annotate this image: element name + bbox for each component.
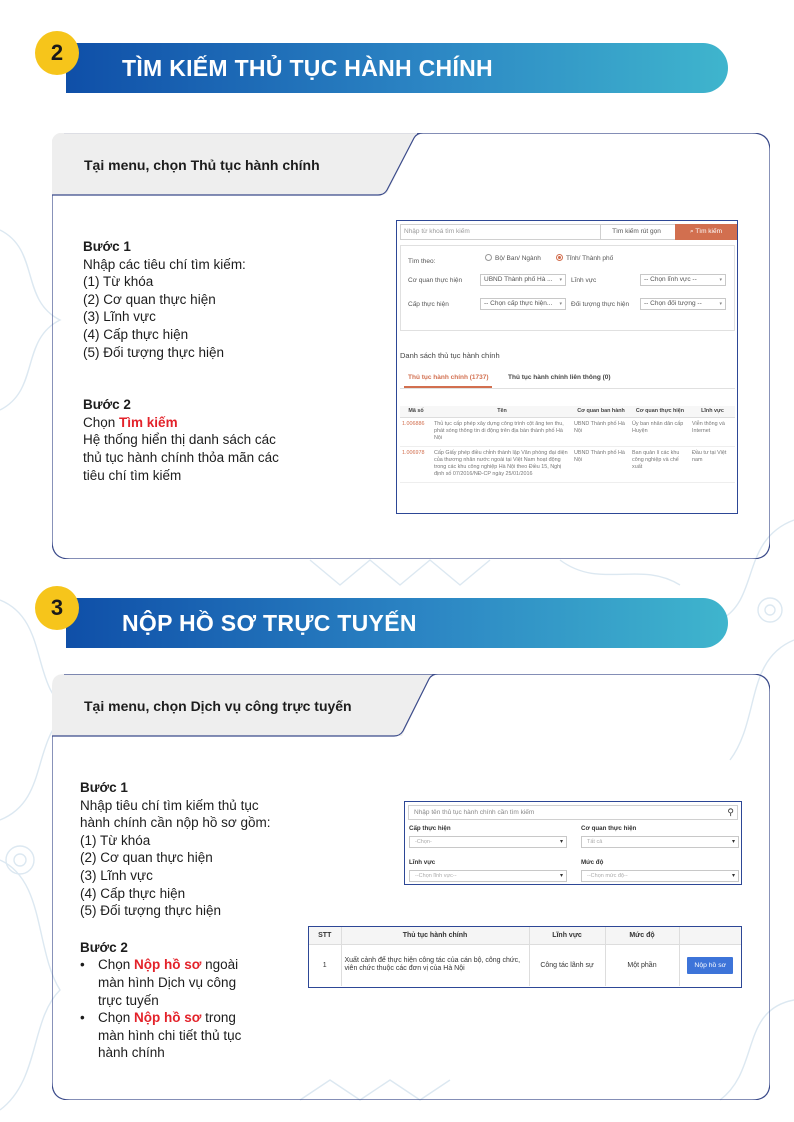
search-icon: ⌕ (689, 228, 696, 235)
chevron-down-icon: ▾ (731, 839, 735, 845)
steps-text (83, 238, 353, 484)
row-name[interactable]: Thủ tục cấp phép xây dựng công trình cột ăng ten thu, phát sóng thông tin di động trên địa bàn thành phố Hà Nội (432, 418, 572, 447)
choose-word: Chọn (98, 1010, 131, 1026)
table-header-row (400, 406, 735, 418)
keyword-input[interactable]: Nhập từ khoá tìm kiếm (404, 228, 470, 235)
criteria-keyword: (1) Từ khóa (80, 832, 151, 848)
quick-search-link[interactable]: Tìm kiếm rút gọn (600, 225, 672, 239)
search-screenshot (396, 220, 738, 514)
bullet-text: hành chính (98, 1045, 165, 1061)
row-procedure-name[interactable]: Xuất cảnh để thực hiện công tác của cán bộ, công chức, viên chức thuộc các đơn vị của Hà Nội (341, 944, 529, 986)
tab-interconnected[interactable]: Thủ tục hành chính liên thông (0) (508, 374, 611, 381)
criteria-agency: (2) Cơ quan thực hiện (83, 291, 216, 307)
step1-title: Bước 1 (83, 239, 131, 254)
submit-highlight: Nộp hồ sơ (134, 957, 202, 973)
criteria-field: (3) Lĩnh vực (83, 309, 156, 325)
bullet-text: màn hình Dịch vụ công (98, 974, 237, 990)
col-action (679, 927, 741, 944)
chevron-down-icon: ▾ (559, 839, 563, 845)
criteria-target: (5) Đối tượng thực hiện (80, 903, 221, 919)
level-select[interactable] (480, 298, 566, 310)
step2-bullets (80, 956, 320, 1062)
step2-line1: Hệ thống hiển thị danh sách các (83, 432, 276, 448)
field-select-value: --Chọn lĩnh vực-- (415, 873, 457, 879)
choose-word: Chọn (83, 414, 116, 430)
agency-label: Cơ quan thực hiện (408, 277, 463, 284)
active-tab-indicator (404, 386, 492, 388)
steps-text (80, 779, 320, 1062)
col-executor: Cơ quan thực hiện (630, 406, 690, 418)
row-field: Viễn thông và Internet (690, 418, 735, 447)
step2-title: Bước 2 (80, 939, 128, 955)
bullet-text: trong (201, 1010, 236, 1026)
step2-choose-line (83, 414, 353, 432)
radio-ministry[interactable] (485, 254, 541, 262)
search-icon[interactable]: ⚲ (727, 807, 734, 817)
search-placeholder: Nhập tên thủ tục hành chính cần tìm kiếm (414, 809, 535, 816)
chevron-down-icon: ▾ (719, 277, 722, 283)
submit-instructions-card (52, 674, 770, 1100)
results-table (400, 406, 735, 483)
criteria-level: (4) Cấp thực hiện (80, 885, 186, 901)
bullet-text: ngoài (201, 957, 239, 973)
agency-select[interactable] (581, 836, 739, 848)
field-select[interactable] (640, 274, 726, 286)
agency-select[interactable] (480, 274, 566, 286)
degree-select-value: --Chọn mức độ-- (587, 873, 628, 879)
target-select-value: -- Chọn đối tượng -- (644, 300, 702, 307)
degree-select[interactable] (581, 870, 739, 882)
criteria-level: (4) Cấp thực hiện (83, 326, 189, 342)
col-code: Mã số (400, 406, 432, 418)
chevron-down-icon: ▾ (559, 301, 562, 307)
col-degree: Mức độ (605, 927, 679, 944)
field-label: Lĩnh vực (409, 859, 436, 866)
field-label: Lĩnh vực (571, 277, 597, 284)
result-tabs (400, 369, 735, 389)
chevron-down-icon: ▾ (731, 873, 735, 879)
agency-select-value: Tất cả (587, 839, 603, 845)
step2-title: Bước 2 (83, 397, 131, 413)
col-field: Lĩnh vực (690, 406, 735, 418)
col-stt: STT (309, 927, 341, 944)
submit-highlight: Nộp hồ sơ (134, 1010, 202, 1026)
radio-province[interactable] (556, 254, 613, 262)
criteria-target: (5) Đối tượng thực hiện (83, 344, 224, 360)
chevron-down-icon: ▾ (719, 301, 722, 307)
row-action (679, 944, 741, 986)
procedure-table (309, 927, 741, 986)
step2-line2: thủ tục hành chính thỏa mãn các (83, 449, 279, 465)
radio-province-label: Tỉnh/ Thành phố (566, 255, 614, 262)
row-stt: 1 (309, 944, 341, 986)
criteria-field: (3) Lĩnh vực (80, 867, 153, 883)
row-code[interactable]: 1.006886 (400, 418, 432, 447)
row-degree: Một phần (605, 944, 679, 986)
section-title: NỘP HỒ SƠ TRỰC TUYẾN (122, 610, 417, 636)
row-executor: Ủy ban nhân dân cấp Huyện (630, 418, 690, 447)
target-label: Đối tượng thực hiện (571, 301, 630, 308)
col-procedure: Thủ tục hành chính (341, 927, 529, 944)
step1-intro-line2: hành chính cần nộp hồ sơ gồm: (80, 815, 271, 831)
search-button-label: Tìm kiếm (695, 228, 723, 235)
step1-intro: Nhập các tiêu chí tìm kiếm: (83, 256, 246, 272)
section-header-search (66, 43, 728, 93)
criteria-keyword: (1) Từ khóa (83, 274, 154, 290)
bullet-text: màn hình chi tiết thủ tục (98, 1027, 242, 1043)
card-tab-label: Tại menu, chọn Dịch vụ công trực tuyến (84, 698, 352, 714)
submit-application-button[interactable]: Nộp hồ sơ (687, 957, 733, 974)
target-select[interactable] (640, 298, 726, 310)
list-title: Danh sách thủ tục hành chính (400, 351, 500, 360)
tab-procedures[interactable]: Thủ tục hành chính (1737) (408, 374, 489, 381)
table-row (309, 944, 741, 986)
section-number-badge: 3 (35, 586, 79, 630)
search-button[interactable] (675, 224, 737, 240)
radio-selected-icon (556, 254, 563, 261)
section-number-badge: 2 (35, 31, 79, 75)
chevron-down-icon: ▾ (559, 873, 563, 879)
search-by-label: Tìm theo: (408, 258, 436, 265)
procedure-table-screenshot (308, 926, 742, 988)
online-search-screenshot (404, 801, 742, 885)
table-row[interactable] (400, 447, 735, 483)
step1-title: Bước 1 (80, 780, 128, 795)
search-highlight: Tìm kiếm (119, 414, 178, 430)
step1-intro-line1: Nhập tiêu chí tìm kiếm thủ tục (80, 797, 259, 813)
criteria-agency: (2) Cơ quan thực hiện (80, 850, 213, 866)
table-header-row (309, 927, 741, 944)
step2-line3: tiêu chí tìm kiếm (83, 467, 182, 483)
procedure-search-input[interactable] (408, 805, 738, 820)
col-name: Tên (432, 406, 572, 418)
row-issuer: UBND Thành phố Hà Nội (572, 418, 630, 447)
radio-ministry-label: Bộ/ Ban/ Ngành (495, 255, 541, 262)
level-select-value: -Chọn- (415, 839, 432, 845)
row-field: Đầu tư tại Việt nam (690, 447, 735, 483)
row-name[interactable]: Cấp Giấy phép điều chỉnh thành lập Văn phòng đại diện của thương nhân nước ngoài tại Việt Nam hoạt động trong các khu công nghiệp Hà Nội theo Điều 15, Nghị định số 07/2016/NĐ-CP ngày 25/01/2016 (432, 447, 572, 483)
agency-select-value: UBND Thành phố Hà ... (484, 276, 553, 283)
field-select[interactable] (409, 870, 567, 882)
degree-label: Mức độ (581, 859, 604, 866)
filter-panel (400, 245, 735, 331)
bullet-text: trực tuyến (98, 992, 159, 1008)
bullet-outside (80, 956, 320, 1009)
radio-icon (485, 254, 492, 261)
row-issuer: UBND Thành phố Hà Nội (572, 447, 630, 483)
level-label: Cấp thực hiện (409, 825, 451, 832)
table-row[interactable] (400, 418, 735, 447)
level-label: Cấp thực hiện (408, 301, 449, 308)
chevron-down-icon: ▾ (559, 277, 562, 283)
level-select[interactable] (409, 836, 567, 848)
card-tab-label: Tại menu, chọn Thủ tục hành chính (84, 157, 320, 173)
field-select-value: -- Chọn lĩnh vực -- (644, 276, 697, 283)
agency-label: Cơ quan thực hiện (581, 825, 637, 832)
bullet-detail (80, 1009, 320, 1062)
col-field: Lĩnh vực (529, 927, 605, 944)
row-field: Công tác lãnh sự (529, 944, 605, 986)
section-title: TÌM KIẾM THỦ TỤC HÀNH CHÍNH (122, 55, 493, 81)
row-executor: Ban quản lí các khu công nghiệp và chế xuất (630, 447, 690, 483)
row-code[interactable]: 1.006978 (400, 447, 432, 483)
col-issuer: Cơ quan ban hành (572, 406, 630, 418)
search-bar (400, 224, 735, 240)
section-header-submit (66, 598, 728, 648)
choose-word: Chọn (98, 957, 131, 973)
level-select-value: -- Chọn cấp thực hiện... (484, 300, 553, 307)
